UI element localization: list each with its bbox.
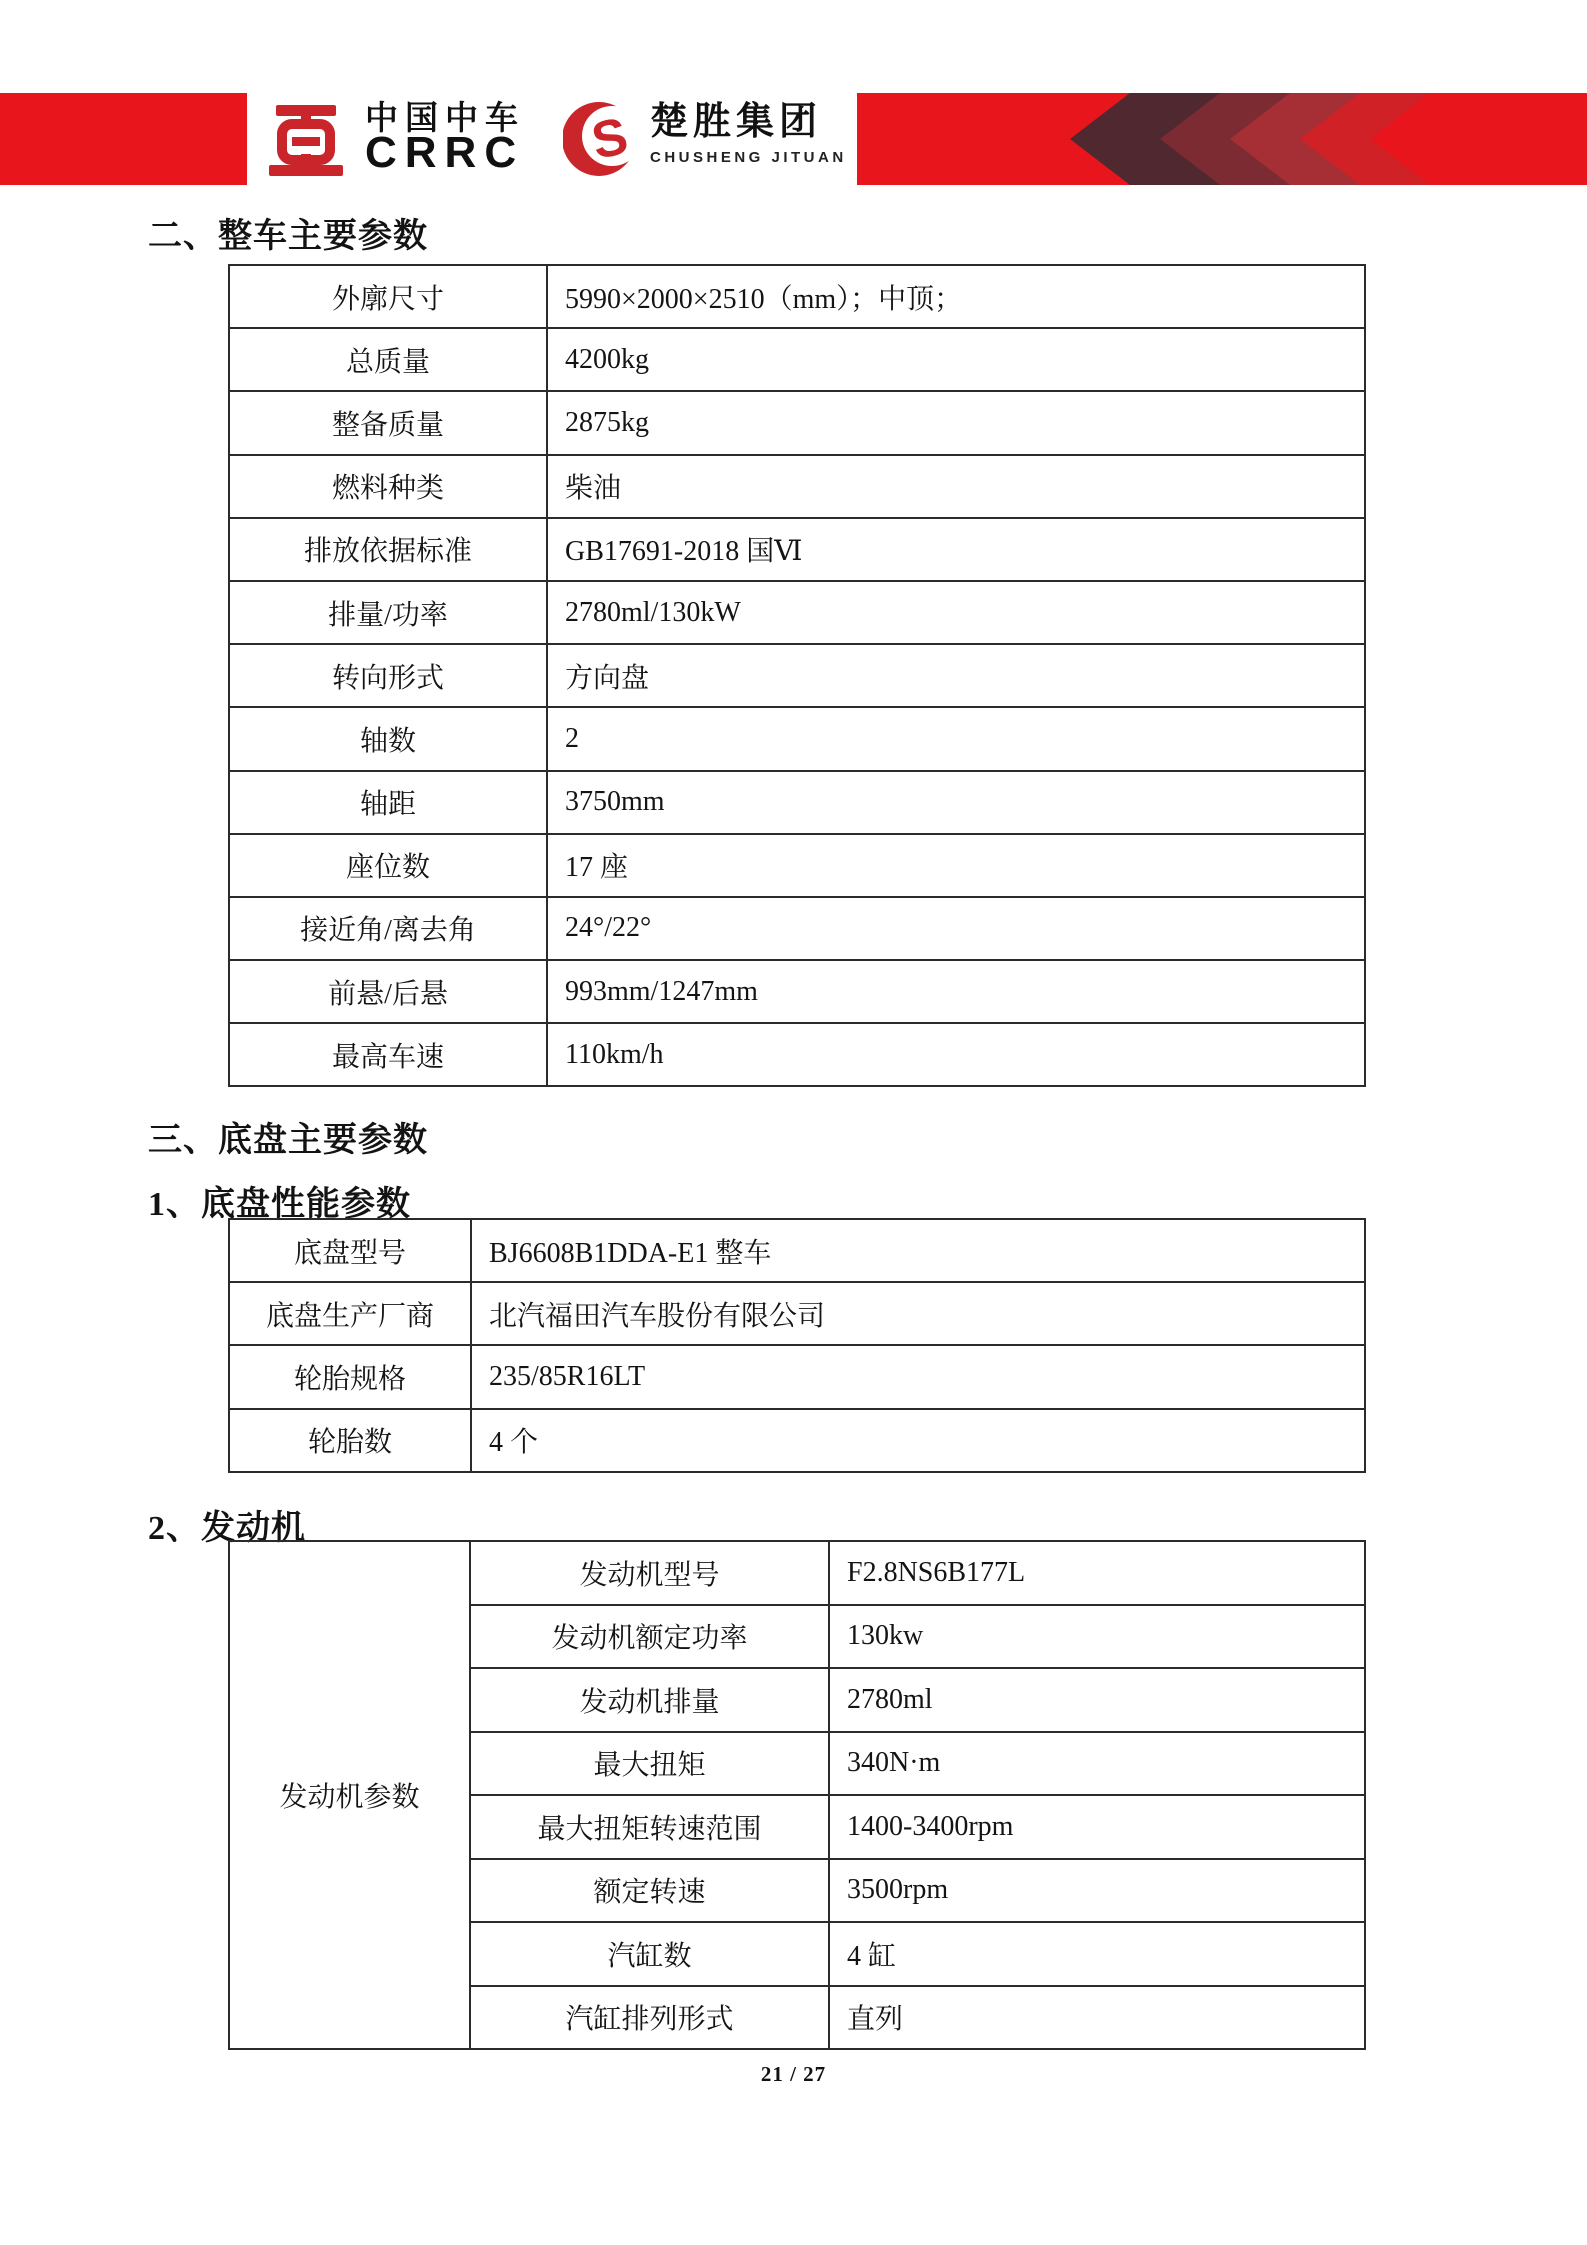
engine-params-table xyxy=(228,1540,1366,2050)
section-title-chassis: 三、底盘主要参数 xyxy=(148,1122,428,1159)
param-value-cell: 24°/22° xyxy=(547,897,1365,960)
param-label-cell: 轴数 xyxy=(229,707,547,770)
param-label-cell: 燃料种类 xyxy=(229,455,547,518)
param-label-cell: 最高车速 xyxy=(229,1023,547,1086)
param-label-cell: 轮胎数 xyxy=(229,1409,471,1472)
table-row xyxy=(229,1282,1365,1345)
param-value-cell: GB17691-2018 国Ⅵ xyxy=(547,518,1365,581)
section-title-engine: 2、发动机 xyxy=(148,1510,306,1547)
param-value-cell: 2780ml xyxy=(829,1668,1365,1732)
param-value-cell: 340N·m xyxy=(829,1732,1365,1796)
param-label-cell: 接近角/离去角 xyxy=(229,897,547,960)
table-row xyxy=(229,1023,1365,1086)
section-title-chassis-performance: 1、底盘性能参数 xyxy=(148,1186,411,1223)
param-label-cell: 排放依据标准 xyxy=(229,518,547,581)
param-value-cell: 2 xyxy=(547,707,1365,770)
param-value-cell: 直列 xyxy=(829,1986,1365,2050)
table-row xyxy=(229,1345,1365,1408)
table-row xyxy=(229,897,1365,960)
param-value-cell: 993mm/1247mm xyxy=(547,960,1365,1023)
param-label-cell: 整备质量 xyxy=(229,391,547,454)
param-label-cell: 最大扭矩转速范围 xyxy=(470,1795,829,1859)
param-label-cell: 总质量 xyxy=(229,328,547,391)
param-value-cell: BJ6608B1DDA-E1 整车 xyxy=(471,1219,1365,1282)
param-value-cell: 5990×2000×2510（mm）；中顶； xyxy=(547,265,1365,328)
param-label-cell: 外廓尺寸 xyxy=(229,265,547,328)
chassis-params-table xyxy=(228,1218,1366,1473)
crrc-logo-icon xyxy=(265,99,347,179)
table-row xyxy=(229,707,1365,770)
table-row xyxy=(229,391,1365,454)
param-label-cell: 排量/功率 xyxy=(229,581,547,644)
section-title-vehicle: 二、整车主要参数 xyxy=(148,218,428,255)
param-value-cell: 柴油 xyxy=(547,455,1365,518)
table-row xyxy=(229,455,1365,518)
param-value-cell: 235/85R16LT xyxy=(471,1345,1365,1408)
crrc-name-cn: 中国中车 xyxy=(365,99,525,136)
page-number: 21 / 27 xyxy=(760,2062,827,2086)
table-row xyxy=(229,265,1365,328)
param-value-cell: 17 座 xyxy=(547,834,1365,897)
param-label-cell: 转向形式 xyxy=(229,644,547,707)
param-value-cell: 4 缸 xyxy=(829,1922,1365,1986)
param-label-cell: 轮胎规格 xyxy=(229,1345,471,1408)
logo-panel xyxy=(247,93,857,185)
param-value-cell: 北汽福田汽车股份有限公司 xyxy=(471,1282,1365,1345)
param-label-cell: 发动机型号 xyxy=(470,1541,829,1605)
chusheng-name-cn: 楚胜集团 xyxy=(650,101,823,143)
param-value-cell: 方向盘 xyxy=(547,644,1365,707)
chusheng-logo-text xyxy=(650,103,847,165)
param-value-cell: 3750mm xyxy=(547,771,1365,834)
table-row xyxy=(229,834,1365,897)
table-row xyxy=(229,1541,1365,1605)
param-label-cell: 额定转速 xyxy=(470,1859,829,1923)
header-chevrons-icon xyxy=(1070,93,1450,185)
table-row xyxy=(229,1409,1365,1472)
table-row xyxy=(229,518,1365,581)
table-row xyxy=(229,328,1365,391)
param-value-cell: F2.8NS6B177L xyxy=(829,1541,1365,1605)
param-label-cell: 发动机排量 xyxy=(470,1668,829,1732)
param-value-cell: 3500rpm xyxy=(829,1859,1365,1923)
param-label-cell: 轴距 xyxy=(229,771,547,834)
param-value-cell: 1400-3400rpm xyxy=(829,1795,1365,1859)
chusheng-name-en: CHUSHENG JITUAN xyxy=(650,149,847,166)
param-value-cell: 2875kg xyxy=(547,391,1365,454)
param-label-cell: 最大扭矩 xyxy=(470,1732,829,1796)
vehicle-params-table xyxy=(228,264,1366,1087)
param-value-cell: 130kw xyxy=(829,1605,1365,1669)
crrc-name-en: CRRC xyxy=(365,128,525,177)
param-value-cell: 4200kg xyxy=(547,328,1365,391)
param-label-cell: 座位数 xyxy=(229,834,547,897)
table-row xyxy=(229,1219,1365,1282)
param-label-cell: 汽缸排列形式 xyxy=(470,1986,829,2050)
table-row xyxy=(229,581,1365,644)
table-row xyxy=(229,644,1365,707)
param-label-cell: 底盘生产厂商 xyxy=(229,1282,471,1345)
param-label-cell: 汽缸数 xyxy=(470,1922,829,1986)
param-value-cell: 4 个 xyxy=(471,1409,1365,1472)
param-label-cell: 前悬/后悬 xyxy=(229,960,547,1023)
param-label-cell: 发动机额定功率 xyxy=(470,1605,829,1669)
param-value-cell: 110km/h xyxy=(547,1023,1365,1086)
table-row xyxy=(229,960,1365,1023)
svg-text:S: S xyxy=(586,107,633,171)
chusheng-logo-icon xyxy=(563,100,643,178)
engine-group-label-cell: 发动机参数 xyxy=(229,1541,470,2049)
param-value-cell: 2780ml/130kW xyxy=(547,581,1365,644)
param-label-cell: 底盘型号 xyxy=(229,1219,471,1282)
table-row xyxy=(229,771,1365,834)
crrc-logo-text xyxy=(365,99,525,177)
